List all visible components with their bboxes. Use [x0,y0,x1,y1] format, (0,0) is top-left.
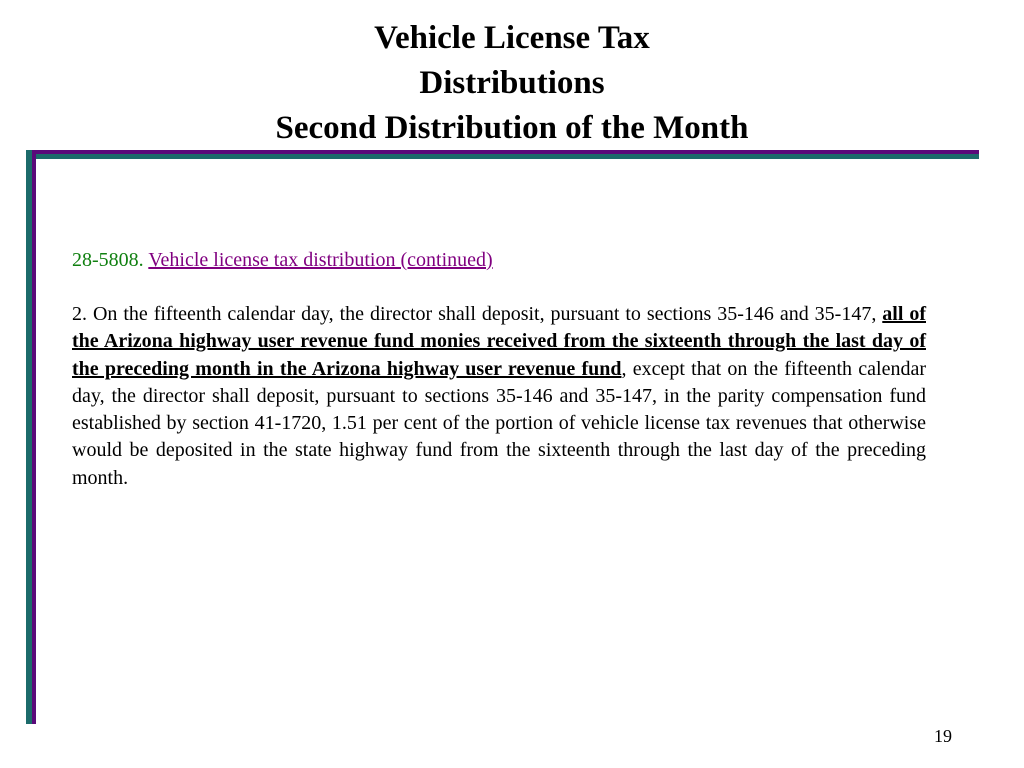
slide-title [0,16,1024,151]
paragraph-emphasis: all of the Arizona highway user revenue fund monies received from the sixteenth through the last day of the preceding month in the Arizona highway user revenue fund [72,303,926,380]
section-heading [72,247,493,273]
frame-left-purple-bar [32,154,36,724]
title-line-2: Distributions [419,65,605,101]
section-title-link[interactable]: Vehicle license tax distribution (continued) [148,249,493,271]
paragraph-text-end: , except that on the fifteenth calendar day, the director shall deposit, pursuant to sections 35-146 and 35-147, in the parity compensation fund established by section 41-1720, 1.51 per cent of the portion of vehicle license tax revenues that otherwise would be deposited in the state highway fund from the sixteenth through the last day of the preceding month. [72,357,926,489]
statute-paragraph [72,301,926,492]
frame-top-teal-bar [26,154,979,159]
title-line-3: Second Distribution of the Month [275,110,749,146]
paragraph-text-start: 2. On the fifteenth calendar day, the director shall deposit, pursuant to sections 35-146 and 35-147, [72,303,883,325]
page-number: 19 [934,726,952,746]
title-line-1: Vehicle License Tax [374,20,650,56]
section-number: 28-5808. [72,249,144,271]
